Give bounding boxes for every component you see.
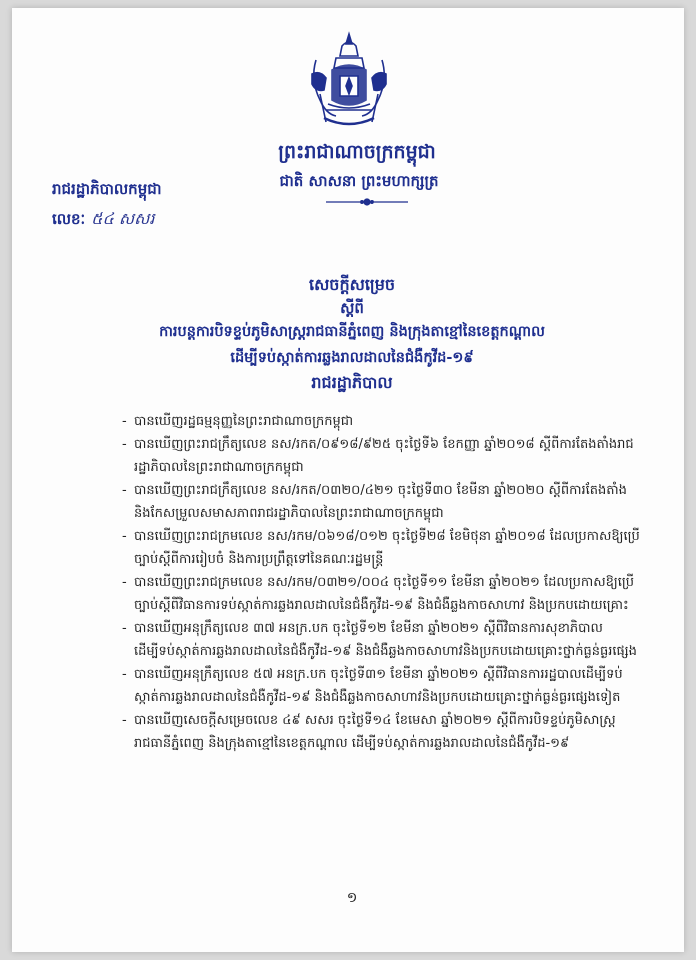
list-item: - បានឃើញរដ្ឋធម្មនុញ្ញនៃព្រះរាជាណាចក្រកម្ពុជា	[122, 414, 354, 429]
list-item: - បានឃើញអនុក្រឹត្យលេខ ៥៧ អនក្រ.បក ចុះថ្ងៃទី៣១ ខែមីនា ឆ្នាំ២០២១ ស្តីពីវិធានការរដ្ឋបាលដើម្បីទប់ស្កាត់ការឆ្លងរាលដាលនៃជំងឺកូវីដ-១៩ និងជំងឺឆ្លងកាចសាហាវនិងប្រកបដោយគ្រោះថ្នាក់ធ្ងន់ធ្ងរផ្សេងទៀត	[122, 667, 623, 705]
title-subject-line2: ដើម្បីទប់ស្កាត់ការឆ្លងរាលដាលនៃជំងឺកូវីដ-១៩	[230, 350, 474, 366]
list-item: - បានឃើញព្រះរាជក្រឹត្យលេខ នស/រកត/០៣២០/៤២១ ចុះថ្ងៃទី៣០ ខែមីនា ឆ្នាំ២០២០ ស្តីពីការតែងតាំង និងកែសម្រួលសមាសភាពរាជរដ្ឋាភិបាលនៃព្រះរាជាណាចក្រកម្ពុជា	[122, 483, 627, 521]
list-item: - បានឃើញព្រះរាជក្រឹត្យលេខ នស/រកត/០៩១៨/៩២៥ ចុះថ្ងៃទី៦ ខែកញ្ញា ឆ្នាំ២០១៨ ស្តីពីការតែងតាំងរាជរដ្ឋាភិបាលនៃព្រះរាជាណាចក្រកម្ពុជា	[122, 437, 634, 475]
reference-number	[52, 208, 222, 232]
list-item: - បានឃើញព្រះរាជក្រមលេខ នស/រកម/០៣២១/០០៤ ចុះថ្ងៃទី១១ ខែមីនា ឆ្នាំ២០២១ ដែលប្រកាសឱ្យប្រើច្បាប់ស្តីពីវិធានការទប់ស្កាត់ការឆ្លងរាលដាលនៃជំងឺកូវីដ-១៩ និងជំងឺឆ្លងកាចសាហាវ និងប្រកបដោយគ្រោះ	[122, 575, 635, 613]
royal-coat-of-arms-emblem	[306, 30, 392, 136]
decision-title	[72, 273, 632, 371]
ornament-divider	[324, 196, 410, 208]
document-page	[12, 8, 684, 952]
title-subject-line1: ការបន្តការបិទខ្ទប់ភូមិសាស្ត្ររាជធានីភ្នំពេញ និងក្រុងតាខ្មៅនៃខេត្តកណ្តាល	[159, 324, 545, 340]
legal-basis-list	[122, 410, 642, 755]
title-decision: សេចក្តីសម្រេច	[308, 275, 395, 294]
list-item: - បានឃើញសេចក្តីសម្រេចលេខ ៤៩ សសរ ចុះថ្ងៃទី១៤ ខែមេសា ឆ្នាំ២០២១ ស្តីពីការបិទខ្ទប់ភូមិសាស្ត្ររាជធានីភ្នំពេញ និងក្រុងតាខ្មៅនៃខេត្តកណ្តាល ដើម្បីទប់ស្កាត់ការឆ្លងរាលដាលនៃជំងឺកូវីដ-១៩	[122, 713, 616, 751]
title-regarding: ស្តីពី	[340, 299, 364, 317]
issuer-heading: រាជរដ្ឋាភិបាល	[311, 373, 393, 392]
list-item: - បានឃើញព្រះរាជក្រមលេខ នស/រកម/០៦១៨/០១២ ចុះថ្ងៃទី២៨ ខែមិថុនា ឆ្នាំ២០១៨ ដែលប្រកាសឱ្យប្រើច្បាប់ស្តីពីការរៀបចំ និងការប្រព្រឹត្តទៅនៃគណៈរដ្ឋមន្ត្រី	[122, 529, 640, 567]
reference-value-handwritten: ៥៤ សសរ	[91, 209, 155, 228]
national-motto: ជាតិ សាសនា ព្រះមហាក្សត្រ	[279, 172, 439, 190]
government-heading: រាជរដ្ឋាភិបាលកម្ពុជា	[52, 180, 162, 198]
reference-label: លេខៈ	[52, 210, 86, 228]
kingdom-heading: ព្រះរាជាណាចក្រកម្ពុជា	[278, 141, 436, 163]
list-item: - បានឃើញអនុក្រឹត្យលេខ ៣៧ អនក្រ.បក ចុះថ្ងៃទី១២ ខែមីនា ឆ្នាំ២០២១ ស្តីពីវិធានការសុខាភិបាលដើម្បីទប់ស្កាត់ការឆ្លងរាលដាលនៃជំងឺកូវីដ-១៩ និងជំងឺឆ្លងកាចសាហាវនិងប្រកបដោយគ្រោះថ្នាក់ធ្ងន់ធ្ងរផ្សេង	[122, 621, 637, 659]
page-number: ១	[346, 890, 358, 906]
